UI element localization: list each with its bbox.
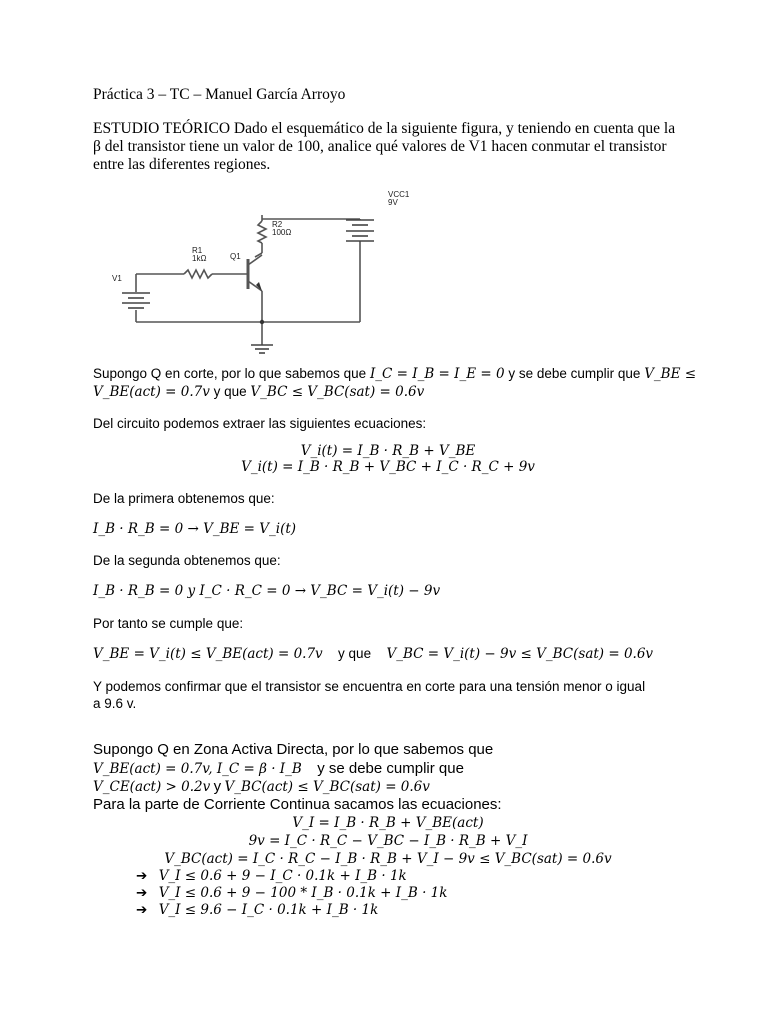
r2-value-label: 100Ω (272, 228, 292, 237)
corte-line2-text: y que (213, 384, 247, 399)
r1-value-label: 1kΩ (192, 254, 207, 263)
activa-bullet-1-eq: V_I ≤ 0.6 + 9 − I_C · 0.1k + I_B · 1k (158, 868, 407, 884)
document-header: Práctica 3 – TC – Manuel García Arroyo (93, 86, 346, 103)
activa-bullet-3-eq: V_I ≤ 9.6 − I_C · 0.1k + I_B · 1k (158, 902, 379, 918)
arrow-right-icon: ➔ (136, 868, 148, 884)
activa-dc-text: Para la parte de Corriente Continua sacamos las ecuaciones: (93, 796, 502, 813)
activa-bullet-1 (136, 868, 407, 884)
activa-line-2 (93, 760, 464, 777)
r2-name-label: R2 (272, 220, 283, 229)
activa-vbc-eq: V_BC(act) ≤ V_BC(sat) = 0.6v (224, 779, 430, 795)
corte-therefore-eq-2: V_BC = V_i(t) − 9v ≤ V_BC(sat) = 0.6v (386, 646, 654, 662)
activa-bullet-2 (136, 885, 447, 901)
corte-confirm-line-2: a 9.6 v. (93, 696, 137, 711)
corte-second-text: De la segunda obtenemos que: (93, 553, 281, 568)
activa-title: Supongo Q en Zona Activa Directa, por lo que sabemos que (93, 741, 494, 758)
activa-vce-eq: V_CE(act) > 0.2v (93, 779, 211, 795)
ground-symbol (251, 345, 273, 353)
v1-name-label: V1 (112, 274, 122, 283)
corte-therefore-line (93, 646, 653, 662)
vcc-name-label: VCC1 (388, 190, 410, 199)
circuit-schematic (100, 185, 420, 357)
corte-first-equation: I_B · R_B = 0 → V_BE = V_i(t) (93, 521, 297, 537)
r2-resistor (258, 221, 266, 243)
corte-equation-a: V_i(t) = I_B · R_B + V_BE (300, 443, 476, 459)
arrow-right-icon: ➔ (136, 885, 148, 901)
activa-line2-text: y se debe cumplir que (317, 760, 464, 777)
corte-intro-text-b: y se debe cumplir que (508, 366, 641, 381)
vcc-value-label: 9V (388, 198, 398, 207)
corte-therefore-eq-1: V_BE = V_i(t) ≤ V_BE(act) = 0.7v (93, 646, 323, 662)
corte-confirm-line-1: Y podemos confirmar que el transistor se encuentra en corte para una tensión menor o igual (93, 679, 646, 694)
activa-bullet-3 (136, 902, 378, 918)
corte-currents-eq: I_C = I_B = I_E = 0 (369, 366, 505, 382)
corte-intro-text: Supongo Q en corte, por lo que sabemos que (93, 366, 367, 381)
activa-bullet-2-eq: V_I ≤ 0.6 + 9 − 100 * I_B · 0.1k + I_B · 1k (158, 885, 448, 901)
corte-first-text: De la primera obtenemos que: (93, 491, 275, 506)
corte-line-2 (93, 384, 424, 400)
corte-therefore-mid: y que (338, 646, 372, 661)
corte-vbe-eq: V_BE ≤ (644, 366, 697, 382)
r1-resistor (184, 270, 212, 278)
activa-line-3 (93, 778, 430, 795)
activa-vbe-ic-eq: V_BE(act) = 0.7v, I_C = β · I_B (93, 761, 302, 777)
corte-extract-text: Del circuito podemos extraer las siguientes ecuaciones: (93, 416, 427, 431)
r1-name-label: R1 (192, 246, 203, 255)
activa-line3-text: y (213, 778, 222, 795)
corte-line-1 (93, 366, 696, 382)
corte-vbc-eq: V_BC ≤ V_BC(sat) = 0.6v (250, 384, 425, 400)
corte-vbe-act-eq: V_BE(act) = 0.7v (93, 384, 210, 400)
activa-equation-1: V_I = I_B · R_B + V_BE(act) (292, 815, 484, 831)
arrow-right-icon: ➔ (136, 902, 148, 918)
corte-second-equation: I_B · R_B = 0 y I_C · R_C = 0 → V_BC = V_i(t) − 9v (93, 583, 441, 599)
v1-battery (122, 293, 150, 308)
vcc-battery (346, 220, 374, 241)
corte-therefore-text: Por tanto se cumple que: (93, 616, 244, 631)
activa-equation-2: 9v = I_C · R_C − V_BC − I_B · R_B + V_I (248, 833, 528, 849)
q1-name-label: Q1 (230, 252, 241, 261)
problem-statement: ESTUDIO TEÓRICO Dado el esquemático de la siguiente figura, y teniendo en cuenta que la β del transistor tiene un valor de 100, analice qué valores de V1 hacen conmutar el transistor entre las diferentes regiones. (93, 120, 676, 173)
activa-equation-3: V_BC(act) = I_C · R_C − I_B · R_B + V_I − 9v ≤ V_BC(sat) = 0.6v (164, 851, 612, 867)
junction-dot (260, 320, 264, 324)
corte-equation-b: V_i(t) = I_B · R_B + V_BC + I_C · R_C + 9v (241, 459, 535, 475)
